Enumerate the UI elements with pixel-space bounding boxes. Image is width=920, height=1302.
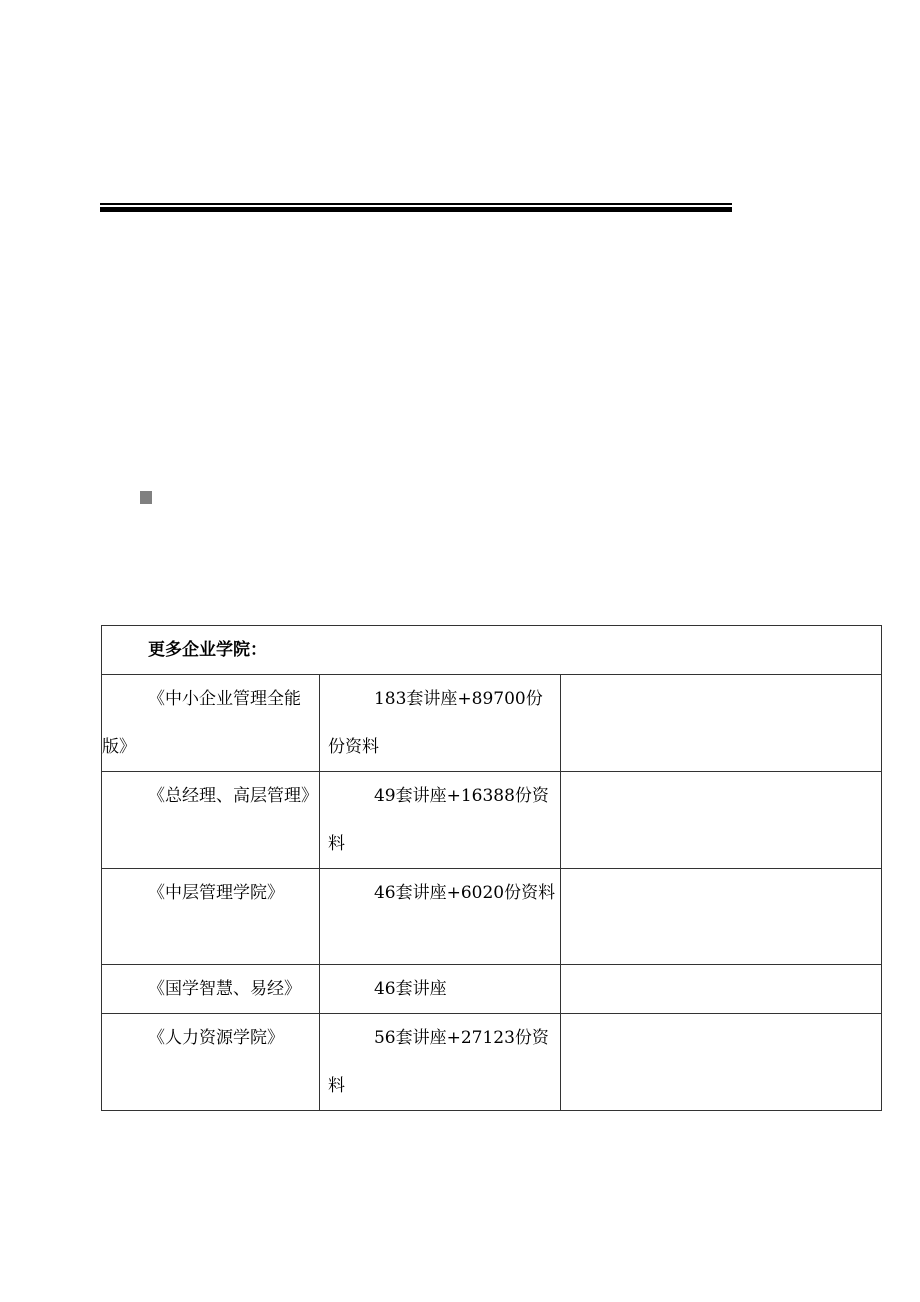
table-header: 更多企业学院： <box>102 626 882 675</box>
table-header-row <box>102 626 882 675</box>
table-row <box>102 1014 882 1111</box>
academy-name: 《总经理、高层管理》 <box>102 772 320 869</box>
academy-content: 56套讲座+27123份资料 <box>319 1014 560 1111</box>
table-row <box>102 675 882 772</box>
academy-extra <box>560 965 881 1014</box>
academy-extra <box>560 675 881 772</box>
academy-content: 49套讲座+16388份资料 <box>319 772 560 869</box>
academy-name: 《国学智慧、易经》 <box>102 965 320 1014</box>
academy-content: 46套讲座 <box>319 965 560 1014</box>
academy-extra <box>560 869 881 965</box>
academy-content: 46套讲座+6020份资料 <box>319 869 560 965</box>
table-row <box>102 772 882 869</box>
header-rule-thin <box>100 203 732 205</box>
bullet-square-icon <box>140 491 152 504</box>
academy-extra <box>560 1014 881 1111</box>
academy-table <box>101 625 882 1111</box>
header-rule-thick <box>100 207 732 212</box>
table-row <box>102 869 882 965</box>
academy-name: 《中小企业管理全能版》 <box>102 675 320 772</box>
table-row <box>102 965 882 1014</box>
academy-extra <box>560 772 881 869</box>
academy-name: 《中层管理学院》 <box>102 869 320 965</box>
academy-name: 《人力资源学院》 <box>102 1014 320 1111</box>
academy-content: 183套讲座+89700份份资料 <box>319 675 560 772</box>
